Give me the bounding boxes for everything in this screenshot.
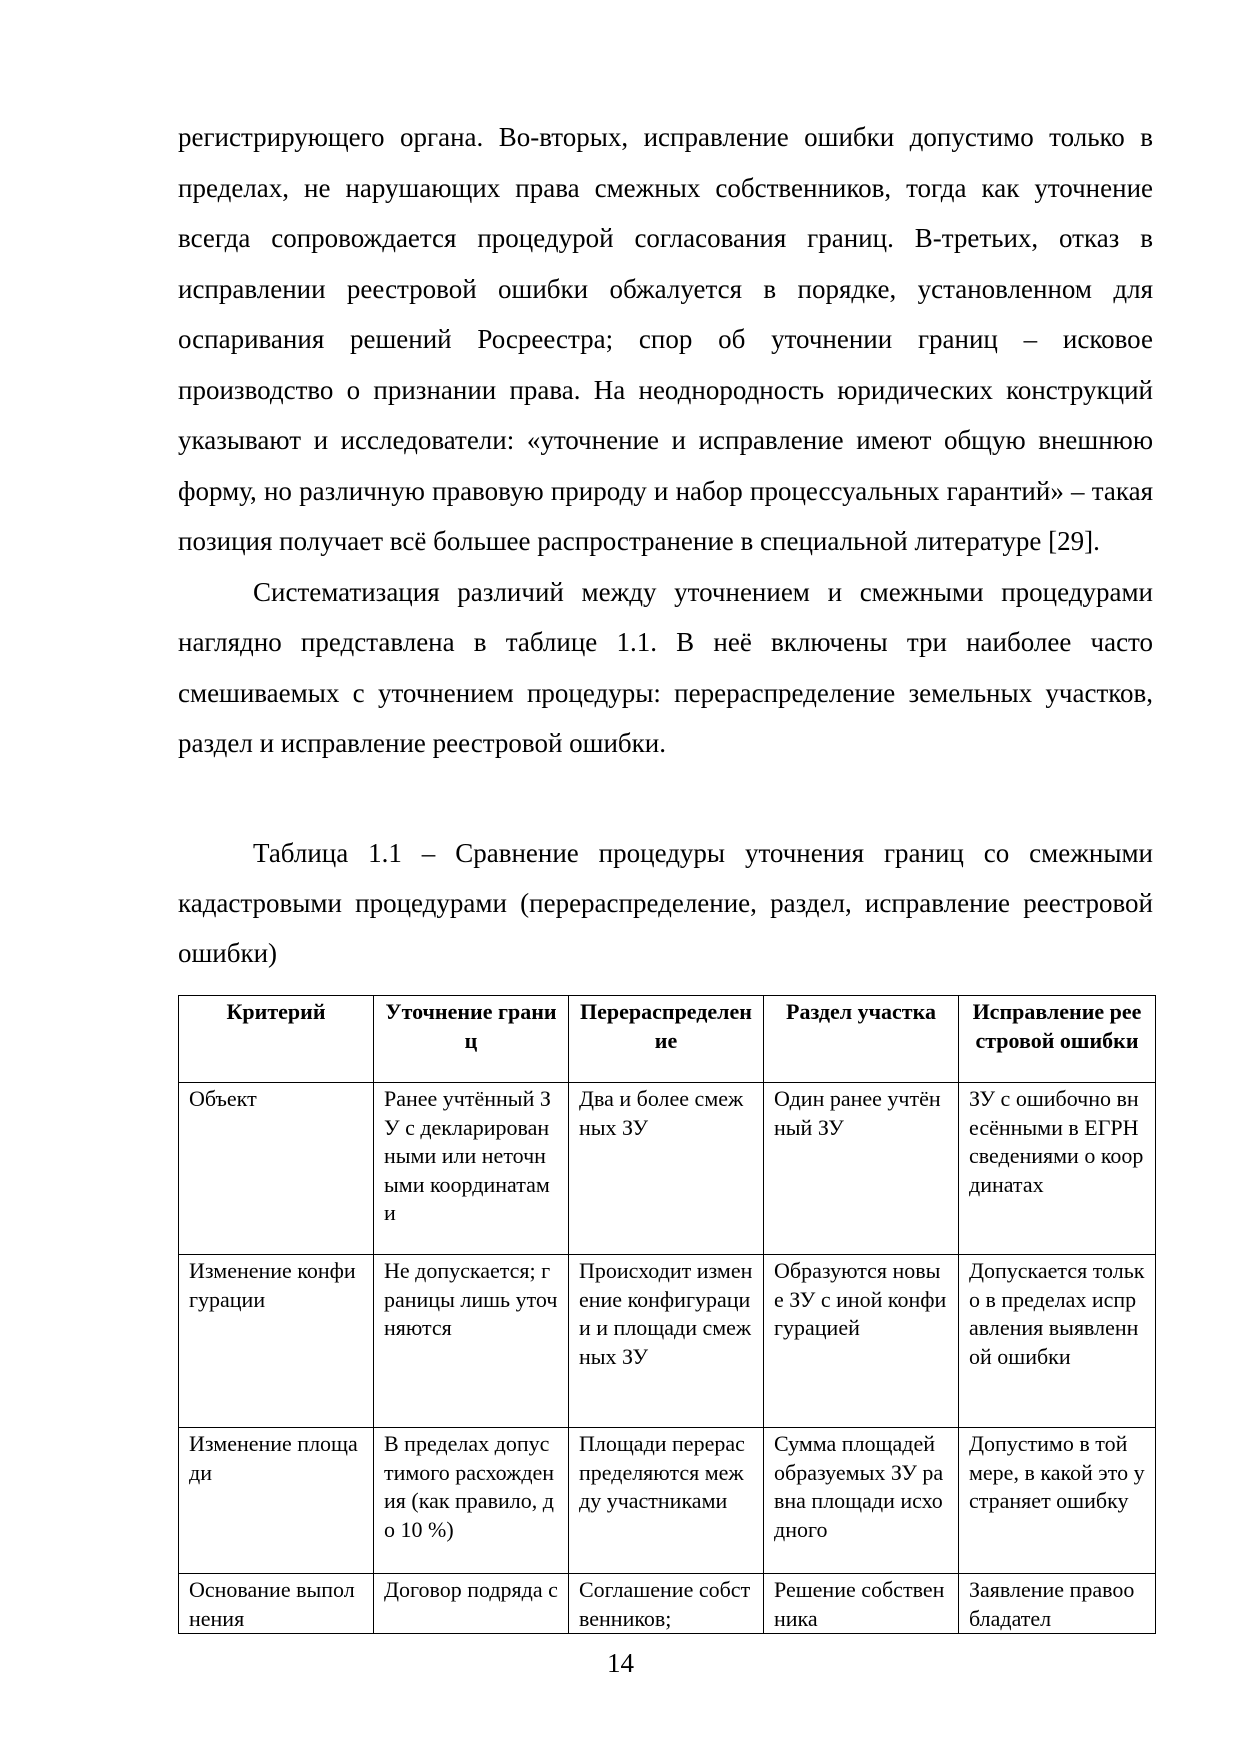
table-cell: Допустимо в той мере, в какой это устраняет ошибку bbox=[959, 1428, 1156, 1574]
table-cell: Основание выполнения bbox=[179, 1574, 374, 1634]
table-cell: Не допускается; границы лишь уточняются bbox=[374, 1255, 569, 1428]
header-cell: Исправление реестровой ошибки bbox=[959, 996, 1156, 1083]
table-cell: Изменение площади bbox=[179, 1428, 374, 1574]
table-row bbox=[179, 1574, 1156, 1634]
table-cell: Происходит изменение конфигурации и площади смежных ЗУ bbox=[569, 1255, 764, 1428]
body-text bbox=[178, 112, 1153, 769]
table-cell: Образуются новые ЗУ с иной конфигурацией bbox=[764, 1255, 959, 1428]
paragraph-2: Систематизация различий между уточнением и смежными процедурами наглядно представлена в таблице 1.1. В неё включены три наиболее часто смешиваемых с уточнением процедуры: перераспределение земельных участков, раздел и исправление реестровой ошибки. bbox=[178, 576, 1153, 758]
table-cell: Один ранее учтённый ЗУ bbox=[764, 1083, 959, 1255]
table-cell: Объект bbox=[179, 1083, 374, 1255]
table-cell: Сумма площадей образуемых ЗУ равна площади исходного bbox=[764, 1428, 959, 1574]
table-cell: Решение собственника bbox=[764, 1574, 959, 1634]
table-cell: Допускается только в пределах исправления выявленной ошибки bbox=[959, 1255, 1156, 1428]
table-caption-text: Таблица 1.1 – Сравнение процедуры уточнения границ со смежными кадастровыми процедурами (перераспределение, раздел, исправление реестровой ошибки) bbox=[178, 838, 1153, 968]
table-row bbox=[179, 1083, 1156, 1255]
table-cell: В пределах допустимого расхождения (как правило, до 10 %) bbox=[374, 1428, 569, 1574]
table-row bbox=[179, 1255, 1156, 1428]
header-cell: Перераспределение bbox=[569, 996, 764, 1083]
table-cell: Площади перераспределяются между участниками bbox=[569, 1428, 764, 1574]
header-cell: Раздел участка bbox=[764, 996, 959, 1083]
page-number: 14 bbox=[607, 1648, 634, 1678]
header-cell: Уточнение границ bbox=[374, 996, 569, 1083]
paragraph-1: регистрирующего органа. Во-вторых, исправление ошибки допустимо только в пределах, не нарушающих права смежных собственников, тогда как уточнение всегда сопровождается процедурой согласования границ. В-третьих, отказ в исправлении реестровой ошибки обжалуется в порядке, установленном для оспаривания решений Росреестра; спор об уточнении границ – исковое производство о признании права. На неоднородность юридических конструкций указывают и исследователи: «уточнение и исправление имеют общую внешнюю форму, но различную правовую природу и набор процессуальных гарантий» – такая позиция получает всё большее распространение в специальной литературе [29]. bbox=[178, 122, 1153, 556]
header-cell: Критерий bbox=[179, 996, 374, 1083]
table-cell: Два и более смежных ЗУ bbox=[569, 1083, 764, 1255]
table-cell: Заявление правообладател bbox=[959, 1574, 1156, 1634]
table-cell: Ранее учтённый ЗУ с декларированными или неточными координатами bbox=[374, 1083, 569, 1255]
table-row bbox=[179, 1428, 1156, 1574]
table-cell: Договор подряда с bbox=[374, 1574, 569, 1634]
table-caption bbox=[178, 828, 1153, 978]
table-cell: Соглашение собственников; bbox=[569, 1574, 764, 1634]
comparison-table bbox=[178, 995, 1156, 1634]
table-cell: Изменение конфигурации bbox=[179, 1255, 374, 1428]
table-cell: ЗУ с ошибочно внесёнными в ЕГРН сведениями о координатах bbox=[959, 1083, 1156, 1255]
table-header-row bbox=[179, 996, 1156, 1083]
